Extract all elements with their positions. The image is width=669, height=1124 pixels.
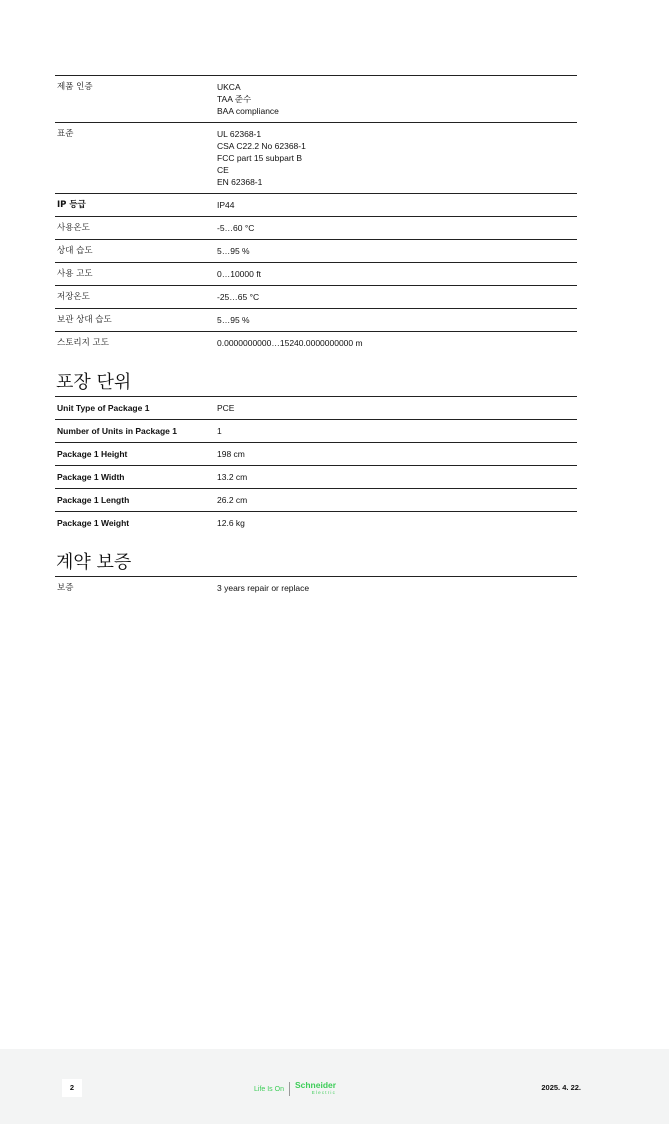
row-label: Number of Units in Package 1: [55, 420, 215, 443]
environment-table: [55, 75, 577, 354]
row-label: 사용온도: [55, 217, 215, 240]
value-line: 5…95 %: [217, 246, 250, 256]
row-label: Package 1 Length: [55, 489, 215, 512]
row-label: 제품 인증: [55, 76, 215, 123]
schneider-logo: [295, 1081, 336, 1097]
row-label: Package 1 Width: [55, 466, 215, 489]
value-line: IP44: [217, 200, 235, 210]
table-row: [55, 194, 577, 217]
value-line: UL 62368-1: [217, 129, 262, 139]
value-line: EN 62368-1: [217, 177, 263, 187]
row-label: IP 등급: [55, 194, 215, 217]
spec-content: [55, 75, 577, 599]
table-row: [55, 420, 577, 443]
value-line: 5…95 %: [217, 315, 250, 325]
row-label: Unit Type of Package 1: [55, 397, 215, 420]
table-row: [55, 76, 577, 123]
value-line: CE: [217, 165, 229, 175]
row-value: [215, 263, 577, 286]
warranty-table: [55, 576, 577, 599]
row-label: Package 1 Weight: [55, 512, 215, 535]
row-value: [215, 123, 577, 194]
row-label: 보증: [55, 577, 215, 600]
packing-section-title: 포장 단위: [56, 372, 132, 393]
warranty-section-title: 계약 보증: [56, 552, 132, 573]
packing-table: [55, 396, 577, 534]
table-row: [55, 466, 577, 489]
row-value: 198 cm: [215, 443, 577, 466]
table-row: [55, 123, 577, 194]
value-line: CSA C22.2 No 62368-1: [217, 141, 306, 151]
table-row: [55, 577, 577, 600]
row-value: 26.2 cm: [215, 489, 577, 512]
table-row: [55, 286, 577, 309]
row-label: 사용 고도: [55, 263, 215, 286]
page-number: 2: [62, 1079, 82, 1097]
table-row: [55, 332, 577, 355]
brand-tagline: Life Is On: [254, 1085, 284, 1093]
print-date: 2025. 4. 22.: [541, 1083, 581, 1092]
value-line: 0…10000 ft: [217, 269, 261, 279]
row-value: [215, 217, 577, 240]
row-value: [215, 194, 577, 217]
table-row: [55, 263, 577, 286]
row-value: 3 years repair or replace: [215, 577, 577, 600]
brand-name: Schneider: [294, 1080, 337, 1090]
row-value: [215, 309, 577, 332]
row-value: [215, 76, 577, 123]
brand-sub: Electric: [311, 1090, 337, 1095]
row-label: 상대 습도: [55, 240, 215, 263]
row-value: [215, 286, 577, 309]
row-value: 13.2 cm: [215, 466, 577, 489]
value-line: TAA 준수: [217, 94, 252, 104]
row-label: 표준: [55, 123, 215, 194]
value-line: -25…65 °C: [217, 292, 260, 302]
value-line: -5…60 °C: [217, 223, 255, 233]
row-value: PCE: [215, 397, 577, 420]
table-row: [55, 443, 577, 466]
row-label: 저장온도: [55, 286, 215, 309]
page-footer: [0, 1049, 669, 1124]
table-row: [55, 512, 577, 535]
brand-divider: [289, 1082, 290, 1096]
row-value: [215, 240, 577, 263]
table-row: [55, 240, 577, 263]
value-line: UKCA: [217, 82, 241, 92]
value-line: FCC part 15 subpart B: [217, 153, 303, 163]
row-value: [215, 332, 577, 355]
value-line: 0.0000000000…15240.0000000000 m: [217, 338, 363, 348]
row-label: 스토리지 고도: [55, 332, 215, 355]
table-row: [55, 309, 577, 332]
table-row: [55, 397, 577, 420]
row-label: 보관 상대 습도: [55, 309, 215, 332]
table-row: [55, 489, 577, 512]
row-value: 12.6 kg: [215, 512, 577, 535]
table-row: [55, 217, 577, 240]
brand-block: [254, 1079, 336, 1099]
row-label: Package 1 Height: [55, 443, 215, 466]
row-value: 1: [215, 420, 577, 443]
value-line: BAA compliance: [217, 106, 279, 116]
